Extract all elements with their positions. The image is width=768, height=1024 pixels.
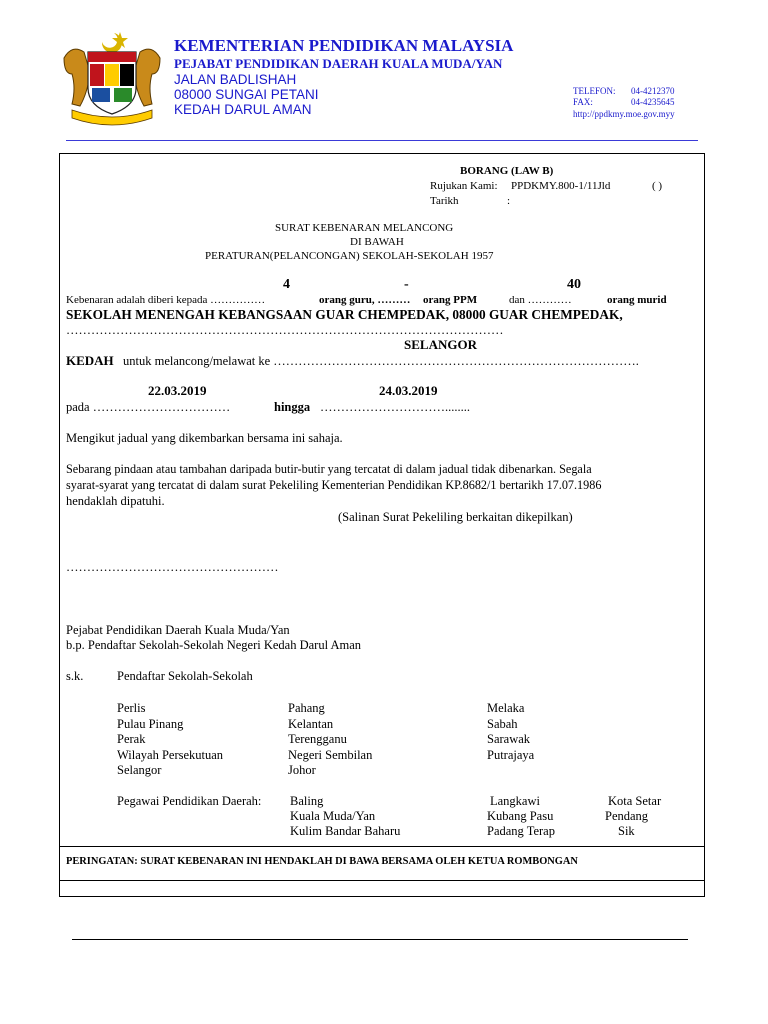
hingga-dots: …………………………........: [320, 400, 470, 414]
state-item: Negeri Sembilan: [288, 748, 373, 762]
address-line-2: 08000 SUNGAI PETANI: [174, 87, 319, 102]
state-item: Pahang: [288, 701, 325, 715]
fax-value: 04-4235645: [631, 97, 675, 107]
paragraph-2-line-3: hendaklah dipatuhi.: [66, 494, 165, 508]
attachment-note: (Salinan Surat Pekeliling berkaitan dikepilkan): [338, 510, 573, 524]
website[interactable]: http://ppdkmy.moe.gov.myy: [573, 109, 675, 119]
paragraph-1: Mengikut jadual yang dikembarkan bersama ini sahaja.: [66, 431, 343, 445]
destination: SELANGOR: [404, 337, 477, 352]
ministry-title: KEMENTERIAN PENDIDIKAN MALAYSIA: [174, 36, 514, 55]
ppm-count: -: [404, 277, 409, 292]
heading-2: DI BAWAH: [350, 236, 404, 248]
school-name: SEKOLAH MENENGAH KEBANGSAAN GUAR CHEMPEDAK, 08000 GUAR CHEMPEDAK,: [66, 307, 623, 322]
warning-bottom-border: [59, 880, 705, 881]
state-item: Kelantan: [288, 717, 334, 731]
tarikh-colon: :: [507, 195, 511, 207]
date-to: 24.03.2019: [379, 383, 438, 398]
header-rule: [66, 140, 698, 141]
ppd-label: Pegawai Pendidikan Daerah:: [117, 794, 262, 808]
state-item: Pulau Pinang: [117, 717, 184, 731]
ppm-label: orang PPM: [423, 294, 478, 306]
guru-label: orang guru, ………: [319, 294, 411, 306]
signatory-on-behalf: b.p. Pendaftar Sekolah-Sekolah Negeri Kedah Darul Aman: [66, 638, 362, 652]
sk-label: s.k.: [66, 669, 84, 683]
state-item: Perak: [117, 732, 146, 746]
paragraph-2-line-1: Sebarang pindaan atau tambahan daripada butir-butir yang tercatat di dalam jadual tidak dibenarkan. Segala: [66, 462, 592, 476]
state-item: Sarawak: [487, 732, 531, 746]
district-item: Sik: [618, 824, 635, 838]
guru-count: 4: [283, 277, 290, 292]
signature-line: ……………………………………………: [66, 560, 279, 574]
tarikh-label: Tarikh: [430, 195, 459, 207]
warning-notice: PERINGATAN: SURAT KEBENARAN INI HENDAKLAH DI BAWA BERSAMA OLEH KETUA ROMBONGAN: [66, 856, 578, 867]
rujukan-paren: ( ): [652, 180, 663, 192]
state-item: Selangor: [117, 763, 162, 777]
address-line-1: JALAN BADLISHAH: [174, 72, 297, 87]
district-item: Kubang Pasu: [487, 809, 554, 823]
heading-3: PERATURAN(PELANCONGAN) SEKOLAH-SEKOLAH 1957: [205, 250, 494, 262]
telefon-label: TELEFON:: [573, 86, 616, 96]
form-title: BORANG (LAW B): [460, 165, 554, 177]
district-item: Padang Terap: [487, 824, 555, 838]
form-box: [59, 153, 705, 897]
state-item: Putrajaya: [487, 748, 535, 762]
dots-line: ……………………………………………………………………………………………: [66, 323, 504, 337]
district-item: Kulim Bandar Baharu: [290, 824, 401, 838]
office-name: PEJABAT PENDIDIKAN DAERAH KUALA MUDA/YAN: [174, 56, 503, 71]
warning-top-border: [59, 846, 705, 847]
heading-1: SURAT KEBENARAN MELANCONG: [275, 222, 454, 234]
date-from: 22.03.2019: [148, 383, 207, 398]
district-item: Baling: [290, 794, 324, 808]
rujukan-label: Rujukan Kami:: [430, 180, 498, 192]
hingga-label: hingga: [274, 400, 311, 414]
address-line-3: KEDAH DARUL AMAN: [174, 102, 312, 117]
permission-prefix: Kebenaran adalah diberi kepada ……………: [66, 294, 266, 306]
pada-line: pada ……………………………: [66, 400, 231, 414]
district-item: Langkawi: [490, 794, 540, 808]
state-item: Johor: [288, 763, 316, 777]
district-item: Pendang: [605, 809, 649, 823]
footer-rule: [72, 939, 688, 940]
kedah-text: KEDAH: [66, 353, 114, 368]
district-item: Kuala Muda/Yan: [290, 809, 376, 823]
state-item: Sabah: [487, 717, 518, 731]
murid-label: orang murid: [607, 294, 667, 306]
telefon-value: 04-4212370: [631, 86, 675, 96]
rujukan-value: PPDKMY.800-1/11Jld: [511, 180, 611, 192]
dan-text: dan …………: [509, 294, 572, 306]
state-item: Terengganu: [288, 732, 347, 746]
fax-label: FAX:: [573, 97, 593, 107]
untuk-line: untuk melancong/melawat ke …………………………………………………………………………….: [123, 354, 639, 368]
state-item: Wilayah Persekutuan: [117, 748, 224, 762]
paragraph-2-line-2: syarat-syarat yang tercatat di dalam surat Pekeliling Kementerian Pendidikan KP.8682/1 bertarikh 17.07.1986: [66, 478, 602, 492]
signatory-office: Pejabat Pendidikan Daerah Kuala Muda/Yan: [66, 623, 290, 637]
state-item: Melaka: [487, 701, 525, 715]
murid-count: 40: [567, 277, 581, 292]
district-item: Kota Setar: [608, 794, 662, 808]
state-item: Perlis: [117, 701, 146, 715]
crest-emblem: [58, 28, 166, 128]
sk-title: Pendaftar Sekolah-Sekolah: [117, 669, 253, 683]
